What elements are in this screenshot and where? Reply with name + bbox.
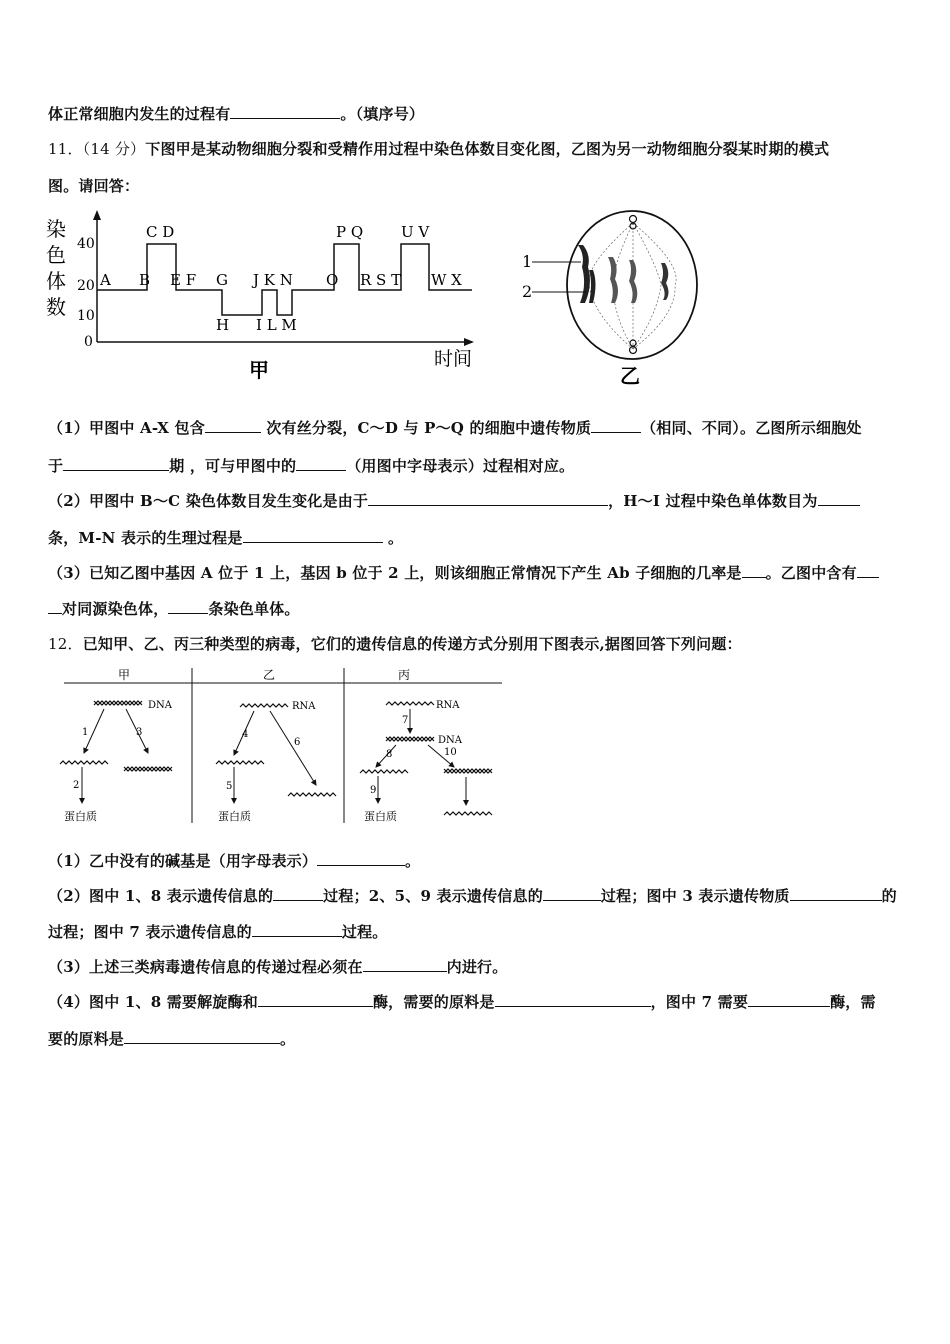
answer-blank[interactable] (273, 886, 323, 901)
header-yi: 乙 (263, 668, 276, 682)
q12-part2-cont (48, 921, 388, 942)
label-protein: 蛋白质 (218, 810, 251, 823)
answer-blank[interactable] (205, 418, 261, 433)
point-label-O: O (326, 271, 339, 289)
point-label-ILM: I L M (256, 316, 297, 334)
chromosome-1 (578, 245, 590, 303)
rna-product (288, 793, 336, 796)
point-label-EF: E F (170, 271, 197, 289)
answer-blank[interactable] (495, 992, 651, 1007)
chromosome-4 (661, 263, 669, 300)
ylabel-char: 体 (46, 269, 66, 293)
answer-blank[interactable] (748, 992, 830, 1007)
text: 期 ，可与甲图中的 (169, 457, 297, 475)
point-label-RST: R S T (360, 271, 402, 289)
step-1: 1 (82, 727, 89, 738)
xlabel: 时间 (434, 348, 473, 370)
text: 过程；2、5、9 表示遗传信息的 (323, 887, 543, 905)
header-bing: 丙 (398, 668, 411, 682)
step-2: 2 (73, 780, 80, 791)
text: 条染色单体。 (208, 600, 300, 618)
step-4: 4 (242, 729, 249, 740)
step-7: 7 (402, 715, 409, 726)
label-protein: 蛋白质 (64, 810, 97, 823)
text: 对同源染色体， (62, 600, 169, 618)
text: （2）图中 1、8 表示遗传信息的 (48, 887, 274, 905)
text: 。 (382, 529, 404, 547)
text: 过程；图中 3 表示遗传物质 (600, 887, 790, 905)
ytick-40: 40 (77, 236, 95, 252)
q11-part3 (48, 562, 879, 583)
point-label-B: B (139, 271, 151, 289)
figure-jia-chart (44, 210, 484, 385)
step-8: 8 (386, 749, 393, 760)
answer-blank[interactable] (368, 491, 608, 506)
text: （用图中字母表示）过程相对应。 (346, 457, 575, 475)
answer-blank[interactable] (857, 563, 879, 578)
text: 要的原料是 (48, 1030, 125, 1048)
text: ，图中 7 需要 (650, 993, 749, 1011)
mrna (216, 761, 264, 764)
ytick-10: 10 (77, 308, 95, 324)
label-2: 2 (522, 282, 533, 301)
answer-blank[interactable] (591, 418, 641, 433)
label-rna: RNA (292, 701, 316, 712)
label-dna: DNA (148, 700, 172, 711)
answer-blank[interactable] (258, 992, 373, 1007)
label-rna: RNA (436, 700, 460, 711)
q11-part1-cont (48, 455, 574, 476)
q12-part4 (48, 991, 876, 1012)
answer-blank[interactable] (243, 528, 383, 543)
text: 图。请回答： (48, 177, 140, 195)
q11-part3-cont (48, 598, 300, 619)
q11-stem-2 (48, 175, 139, 196)
answer-blank[interactable] (48, 599, 62, 614)
q11-part2 (48, 490, 860, 511)
answer-blank[interactable] (230, 104, 340, 119)
mrna (60, 761, 108, 764)
answer-blank[interactable] (543, 886, 601, 901)
rna-strand (240, 704, 288, 707)
point-label-JKN: J K N (253, 271, 293, 289)
step-10: 10 (444, 747, 457, 758)
point-label-PQ: P Q (336, 223, 364, 241)
text: （3）上述三类病毒遗传信息的传递过程必须在 (48, 958, 363, 976)
answer-blank[interactable] (63, 456, 169, 471)
text: 下图甲是某动物细胞分裂和受精作用过程中染色体数目变化图，乙图为另一动物细胞分裂某时期的模式 (145, 140, 830, 158)
label-dna: DNA (438, 735, 462, 746)
text: 的 (881, 887, 897, 905)
text: 内进行。 (446, 958, 508, 976)
point-label-UV: U V (401, 223, 430, 241)
point-label-H: H (216, 316, 230, 334)
chromosome-3 (629, 260, 637, 303)
arrow-6 (270, 711, 316, 785)
ylabel-char: 色 (46, 243, 66, 267)
answer-blank[interactable] (818, 491, 860, 506)
chromosome-2 (608, 257, 618, 303)
answer-blank[interactable] (168, 599, 208, 614)
point-label-CD: C D (146, 223, 175, 241)
text: （4）图中 1、8 需要解旋酶和 (48, 993, 258, 1011)
x-axis-arrow (464, 338, 474, 346)
answer-blank[interactable] (252, 922, 342, 937)
text: 酶，需要的原料是 (372, 993, 495, 1011)
rna-product (444, 812, 492, 815)
ylabel-char: 染 (46, 217, 66, 241)
step-5: 5 (226, 781, 233, 792)
ytick-0: 0 (84, 334, 93, 350)
text: 过程；图中 7 表示遗传信息的 (48, 923, 252, 941)
text: 条，M-N 表示的生理过程是 (48, 529, 243, 547)
question-number: 11．（14 分） (48, 140, 146, 158)
caption-jia: 甲 (249, 358, 269, 382)
q12-stem (48, 633, 742, 654)
centrosome-top (630, 216, 637, 223)
q12-part1 (48, 850, 420, 871)
text: 。（填序号） (340, 105, 425, 123)
header-jia: 甲 (118, 668, 131, 682)
q12-part3 (48, 956, 507, 977)
rna-strand (386, 702, 434, 705)
text: 已知甲、乙、丙三种类型的病毒，它们的遗传信息的传递方式分别用下图表示,据图回答下列问题： (82, 635, 742, 653)
q11-part1 (48, 417, 862, 438)
text: （1）乙中没有的碱基是（用字母表示） (48, 852, 318, 870)
line-prev-answer (48, 103, 424, 124)
q11-part2-cont (48, 527, 403, 548)
label-protein: 蛋白质 (364, 810, 397, 823)
text: （相同、不同）。乙图所示细胞处 (641, 419, 862, 437)
answer-blank[interactable] (363, 957, 447, 972)
text: 。 (405, 852, 421, 870)
figure-yi-cell (515, 205, 715, 387)
text: 。乙图中含有 (765, 564, 857, 582)
q11-stem (48, 138, 829, 159)
point-label-A: A (100, 271, 111, 289)
point-label-G: G (216, 271, 228, 289)
answer-blank[interactable] (296, 456, 346, 471)
text: （1）甲图中 A-X 包含 (48, 419, 205, 437)
answer-blank[interactable] (124, 1029, 280, 1044)
text: 次有丝分裂，C～D 与 P～Q 的细胞中遗传物质 (260, 419, 592, 437)
answer-blank[interactable] (790, 886, 882, 901)
mrna (360, 770, 408, 773)
figure-q12-virus-flow (56, 663, 506, 828)
text: （3）已知乙图中基因 A 位于 1 上，基因 b 位于 2 上，则该细胞正常情况下产生 Ab 子细胞的几率是 (48, 564, 742, 582)
point-label-WX: W X (431, 271, 462, 289)
q12-part4-cont (48, 1028, 295, 1049)
text: 。 (280, 1030, 296, 1048)
step-9: 9 (370, 785, 377, 796)
text: 体正常细胞内发生的过程有 (48, 105, 231, 123)
step-3: 3 (136, 727, 143, 738)
text: （2）甲图中 B～C 染色体数目发生变化是由于 (48, 492, 369, 510)
label-1: 1 (522, 252, 533, 271)
question-number: 12． (48, 635, 83, 653)
q12-part2 (48, 885, 897, 906)
y-axis-arrow (93, 210, 101, 220)
answer-blank[interactable] (317, 851, 405, 866)
text: 于 (48, 457, 64, 475)
ylabel-char: 数 (46, 295, 66, 319)
answer-blank[interactable] (742, 563, 766, 578)
text: 酶，需 (830, 993, 876, 1011)
caption-yi: 乙 (620, 364, 640, 387)
ytick-20: 20 (77, 278, 95, 294)
step-6: 6 (294, 737, 301, 748)
text: ，H～I 过程中染色单体数目为 (608, 492, 818, 510)
text: 过程。 (341, 923, 388, 941)
